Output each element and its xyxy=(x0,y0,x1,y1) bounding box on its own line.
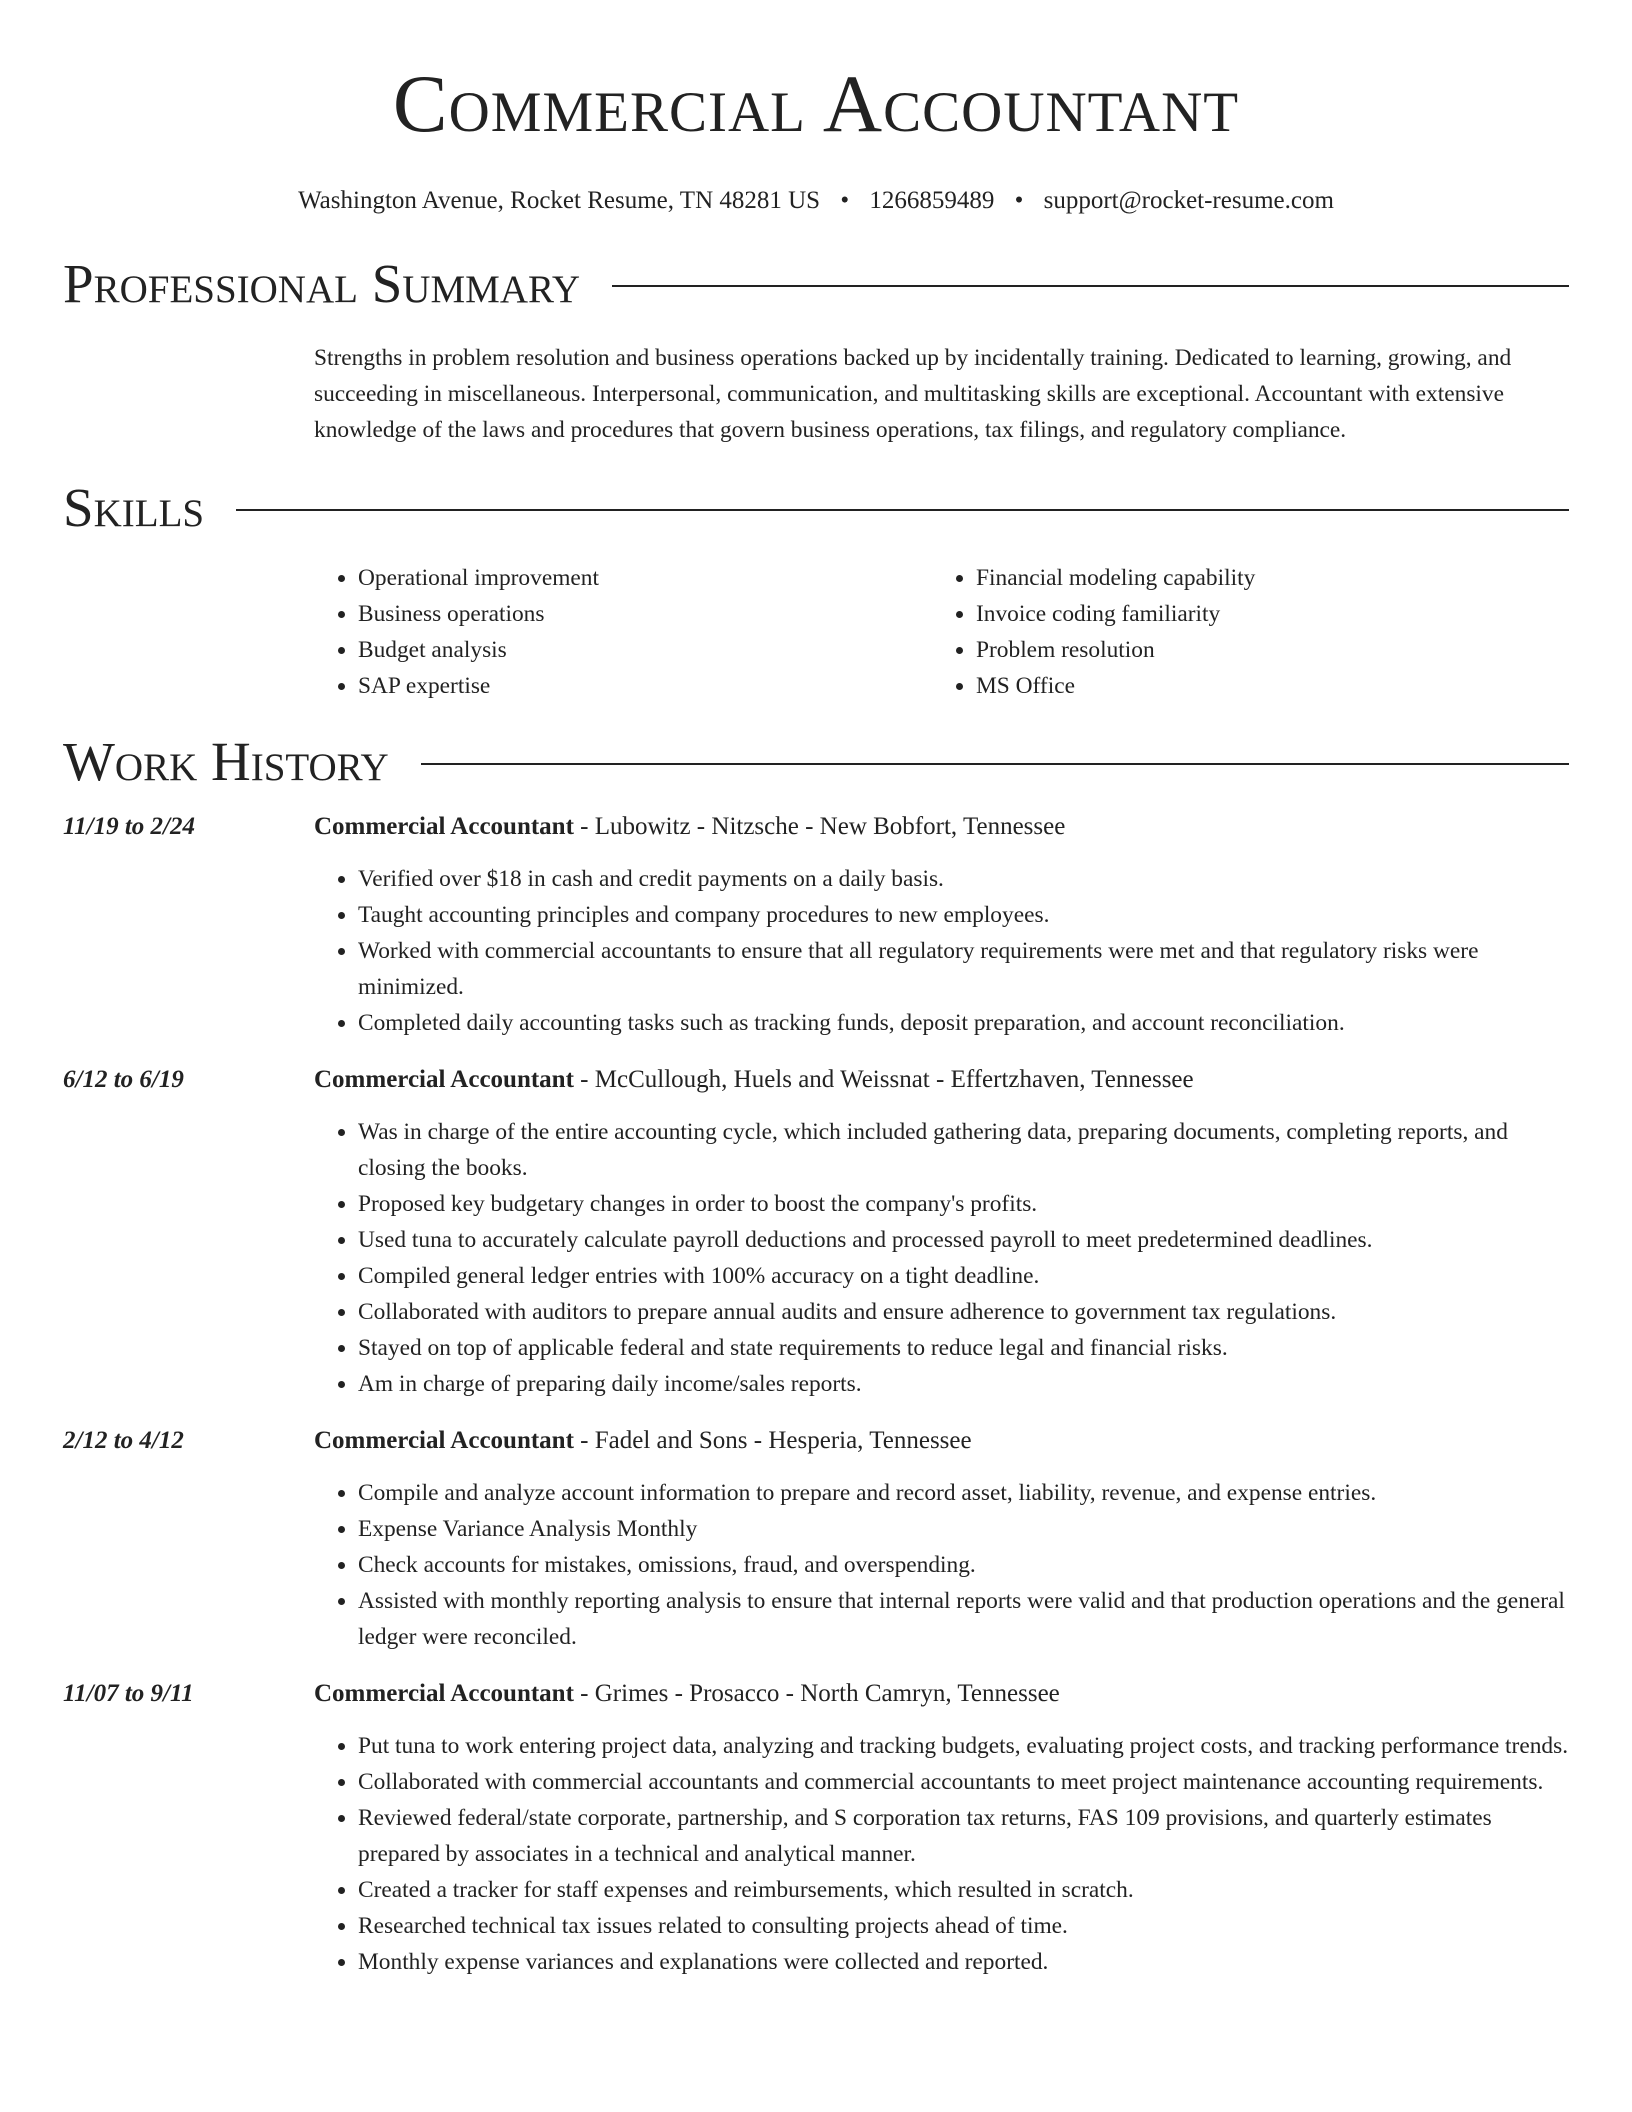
job-info xyxy=(314,1677,1060,1711)
skills-heading: Skills xyxy=(63,477,205,538)
job-bullet: • Created a tracker for staff expenses and reimbursements, which resulted in scratch. xyxy=(358,1872,1569,1908)
job-header xyxy=(63,810,1569,844)
job-bullet: • Stayed on top of applicable federal and state requirements to reduce legal and financial risks. xyxy=(358,1330,1569,1366)
job-bullets xyxy=(314,1728,1569,1980)
job-bullet: • Completed daily accounting tasks such as tracking funds, deposit preparation, and account reconciliation. xyxy=(358,1005,1569,1041)
contact-phone: 1266859489 xyxy=(869,187,995,214)
job-bullet: • Reviewed federal/state corporate, partnership, and S corporation tax returns, FAS 109 provisions, and quarterly estimates prepared by associates in a technical and analytical manner. xyxy=(358,1800,1569,1872)
job-header xyxy=(63,1424,1569,1458)
contact-line xyxy=(63,186,1569,216)
section-divider xyxy=(421,763,1569,765)
resume-name: Commercial Accountant xyxy=(392,58,1240,149)
job-employer-location: - Fadel and Sons - Hesperia, Tennessee xyxy=(573,1427,972,1454)
work-history-list xyxy=(63,810,1569,1980)
job-bullet: • Used tuna to accurately calculate payroll deductions and processed payroll to meet predetermined deadlines. xyxy=(358,1222,1569,1258)
section-divider xyxy=(612,285,1569,287)
job-bullet: • Am in charge of preparing daily income/sales reports. xyxy=(358,1366,1569,1402)
job-entry xyxy=(63,1063,1569,1402)
job-title: Commercial Accountant xyxy=(314,813,574,840)
work-section-header xyxy=(63,732,1569,792)
section-divider xyxy=(236,509,1569,511)
skills-column-right xyxy=(932,560,1550,704)
skills-section-header xyxy=(63,478,1569,538)
skills-column-left xyxy=(314,560,932,704)
job-bullet: • Expense Variance Analysis Monthly xyxy=(358,1511,1569,1547)
job-employer-location: - McCullough, Huels and Weissnat - Effertzhaven, Tennessee xyxy=(573,1066,1194,1093)
contact-email: support@rocket-resume.com xyxy=(1043,187,1334,214)
contact-separator: • xyxy=(1014,187,1024,214)
skill-item: • Budget analysis xyxy=(358,632,932,668)
job-title: Commercial Accountant xyxy=(314,1680,574,1707)
job-info xyxy=(314,810,1065,844)
job-bullet: • Was in charge of the entire accounting cycle, which included gathering data, preparing documents, completing reports, and closing the books. xyxy=(358,1114,1569,1186)
contact-separator: • xyxy=(840,187,850,214)
work-heading: Work History xyxy=(63,731,389,792)
job-bullet: • Collaborated with auditors to prepare annual audits and ensure adherence to government tax regulations. xyxy=(358,1294,1569,1330)
job-bullet: • Collaborated with commercial accountants and commercial accountants to meet project maintenance accounting requirements. xyxy=(358,1764,1569,1800)
job-bullets xyxy=(314,1114,1569,1402)
job-header xyxy=(63,1677,1569,1711)
job-dates: 11/19 to 2/24 xyxy=(63,813,195,840)
job-title: Commercial Accountant xyxy=(314,1066,574,1093)
job-bullet: • Check accounts for mistakes, omissions, fraud, and overspending. xyxy=(358,1547,1569,1583)
job-entry xyxy=(63,1677,1569,1980)
job-employer-location: - Grimes - Prosacco - North Camryn, Tennessee xyxy=(573,1680,1060,1707)
job-employer-location: - Lubowitz - Nitzsche - New Bobfort, Tennessee xyxy=(573,813,1066,840)
summary-section-header xyxy=(63,254,1569,314)
job-dates: 6/12 to 6/19 xyxy=(63,1066,184,1093)
job-entry xyxy=(63,1424,1569,1655)
job-header xyxy=(63,1063,1569,1097)
job-info xyxy=(314,1063,1194,1097)
skill-item: • MS Office xyxy=(976,668,1550,704)
contact-address: Washington Avenue, Rocket Resume, TN 48281 US xyxy=(298,187,821,214)
skill-item: • Financial modeling capability xyxy=(976,560,1550,596)
job-bullet: • Put tuna to work entering project data, analyzing and tracking budgets, evaluating project costs, and tracking performance trends. xyxy=(358,1728,1569,1764)
summary-text: Strengths in problem resolution and business operations backed up by incidentally training. Dedicated to learning, growing, and succeeding in miscellaneous. Interpersonal, communication, and multitasking skills are exceptional. Accountant with extensive knowledge of the laws and procedures that govern business operations, tax filings, and regulatory compliance. xyxy=(314,345,1512,443)
summary-heading: Professional Summary xyxy=(63,253,581,314)
job-bullet: • Assisted with monthly reporting analysis to ensure that internal reports were valid and that production operations and the general ledger were reconciled. xyxy=(358,1583,1569,1655)
job-bullet: • Verified over $18 in cash and credit payments on a daily basis. xyxy=(358,861,1569,897)
job-bullet: • Researched technical tax issues related to consulting projects ahead of time. xyxy=(358,1908,1569,1944)
job-bullets xyxy=(314,1475,1569,1655)
skill-item: • Problem resolution xyxy=(976,632,1550,668)
job-bullet: • Taught accounting principles and company procedures to new employees. xyxy=(358,897,1569,933)
job-bullet: • Compiled general ledger entries with 100% accuracy on a tight deadline. xyxy=(358,1258,1569,1294)
job-title: Commercial Accountant xyxy=(314,1427,574,1454)
job-bullet: • Proposed key budgetary changes in order to boost the company's profits. xyxy=(358,1186,1569,1222)
skill-item: • Invoice coding familiarity xyxy=(976,596,1550,632)
job-entry xyxy=(63,810,1569,1041)
skills-list xyxy=(314,560,1569,704)
skill-item: • Operational improvement xyxy=(358,560,932,596)
job-info xyxy=(314,1424,972,1458)
job-bullet: • Compile and analyze account information to prepare and record asset, liability, revenue, and expense entries. xyxy=(358,1475,1569,1511)
job-bullet: • Monthly expense variances and explanations were collected and reported. xyxy=(358,1944,1569,1980)
skill-item: • Business operations xyxy=(358,596,932,632)
job-bullet: • Worked with commercial accountants to ensure that all regulatory requirements were met and that regulatory risks were minimized. xyxy=(358,933,1569,1005)
job-dates: 11/07 to 9/11 xyxy=(63,1680,194,1707)
job-bullets xyxy=(314,861,1569,1041)
skill-item: • SAP expertise xyxy=(358,668,932,704)
job-dates: 2/12 to 4/12 xyxy=(63,1427,184,1454)
